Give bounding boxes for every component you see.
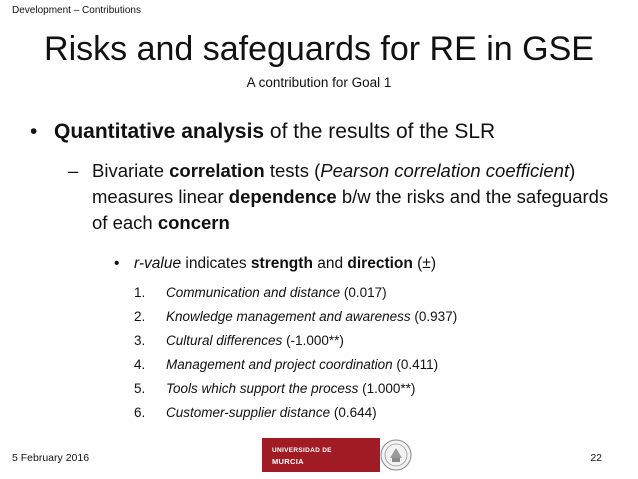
- list-text: [166, 381, 415, 396]
- concern-value: (0.937): [410, 309, 458, 324]
- concern-list: [134, 285, 604, 429]
- list-item: [134, 405, 604, 429]
- university-seal-icon: [378, 438, 414, 472]
- list-text: [166, 285, 387, 300]
- bullet-dot-icon: •: [30, 120, 38, 143]
- concern-value: (1.000**): [358, 381, 416, 396]
- bullet-level2-text: [92, 158, 612, 236]
- list-text: [166, 357, 438, 372]
- concern-value: (-1.000**): [282, 333, 344, 348]
- list-number: 1.: [134, 285, 146, 300]
- bullet-level3-text: [134, 255, 436, 273]
- slide-title: Risks and safeguards for RE in GSE: [44, 30, 594, 68]
- list-item: [134, 309, 604, 333]
- level2-i1: Pearson correlation coefficient: [320, 160, 570, 181]
- list-item: [134, 357, 604, 381]
- level2-b3: concern: [157, 212, 230, 233]
- level2-b2: dependence: [228, 186, 337, 207]
- list-number: 3.: [134, 333, 146, 348]
- list-number: 6.: [134, 405, 146, 420]
- concern-value: (0.411): [392, 357, 439, 372]
- level2-t3: ) measures linear: [92, 160, 576, 207]
- list-text: [166, 333, 344, 348]
- list-item: [134, 333, 604, 357]
- list-number: 5.: [134, 381, 146, 396]
- concern-value: (0.017): [340, 285, 387, 300]
- list-item: [134, 285, 604, 309]
- bullet-dash-icon: –: [68, 160, 79, 181]
- level3-t3: (±): [412, 255, 436, 272]
- level3-b1: strength: [250, 255, 313, 272]
- concern-name: Customer-supplier distance: [166, 405, 331, 420]
- concern-name: Management and project coordination: [166, 357, 393, 372]
- concern-value: (0.644): [330, 405, 377, 420]
- bullet-dot-small-icon: •: [114, 255, 120, 272]
- level3-t1: indicates: [181, 255, 251, 272]
- footer-date: 5 February 2016: [12, 452, 90, 464]
- level2-t1: Bivariate: [92, 160, 170, 181]
- section-label: Development – Contributions: [12, 5, 141, 16]
- level3-t2: and: [312, 255, 348, 272]
- level2-t2: tests (: [264, 160, 321, 181]
- concern-name: Cultural differences: [166, 333, 283, 348]
- bullet-level1-rest: of the results of the SLR: [264, 120, 496, 143]
- concern-name: Knowledge management and awareness: [166, 309, 411, 324]
- list-number: 4.: [134, 357, 146, 372]
- logo-line1: UNIVERSIDAD DE: [272, 447, 332, 454]
- page-number: 22: [590, 452, 602, 464]
- list-item: [134, 381, 604, 405]
- list-number: 2.: [134, 309, 146, 324]
- level2-t4: b/w the risks and the safeguards of each: [92, 186, 609, 233]
- slide-subtitle: A contribution for Goal 1: [246, 75, 392, 90]
- bullet-level1-text: [54, 120, 495, 144]
- level3-i1: r-value: [134, 255, 182, 272]
- bullet-level1-emphasis: Quantitative analysis: [54, 120, 265, 143]
- level3-b2: direction: [347, 255, 413, 272]
- university-logo: [262, 438, 380, 472]
- list-text: [166, 309, 457, 324]
- concern-name: Communication and distance: [166, 285, 341, 300]
- logo-line2: MURCIA: [272, 457, 304, 466]
- list-text: [166, 405, 377, 420]
- concern-name: Tools which support the process: [166, 381, 359, 396]
- level2-b1: correlation: [169, 160, 265, 181]
